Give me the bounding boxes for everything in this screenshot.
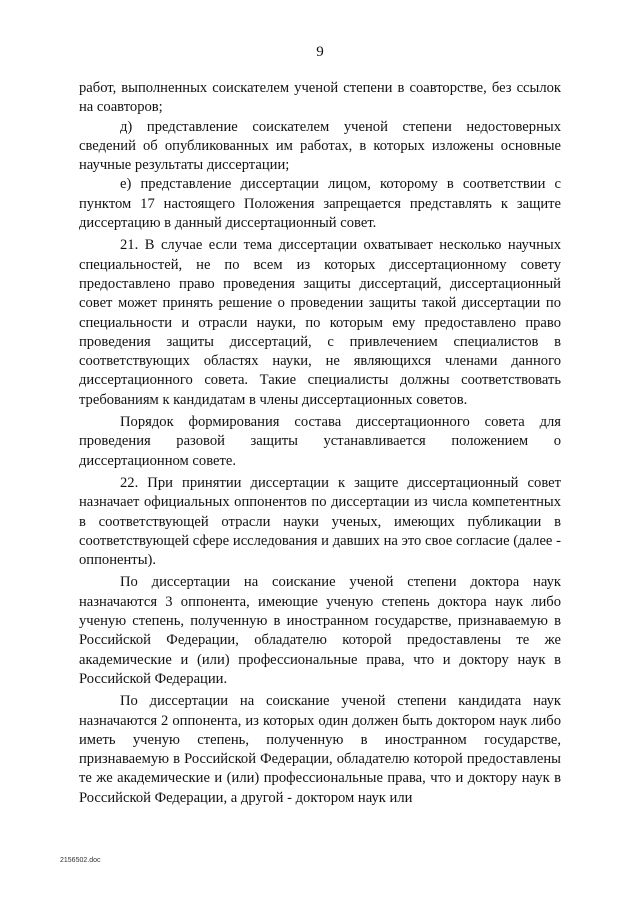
paragraph-candidate-opponents: По диссертации на соискание ученой степени кандидата наук назначаются 2 оппонента, из которых один должен быть доктором наук либо иметь ученую степень, полученную в иностранном государстве, признаваемую в Российской Федерации, обладателю которой предоставлены те же академические и (или) профессиональные права, что и доктору наук в Российской Федерации, а другой - доктором наук или: [79, 693, 561, 806]
file-name-footer: 2156502.doc: [60, 857, 101, 864]
paragraph-clause-22: 22. При принятии диссертации к защите диссертационный совет назначает официальных оппонентов по диссертации из числа компетентных в соответствующей отрасли науки ученых, имеющих публикации в соответствующей сфере исследования и давших на это свое согласие (далее - оппоненты).: [79, 474, 561, 569]
page-number: 9: [316, 44, 324, 60]
document-body: [79, 79, 561, 808]
paragraph-item-d: д) представление соискателем ученой степени недостоверных сведений об опубликованных им работах, в которых изложены основные научные результаты диссертации;: [79, 118, 561, 174]
paragraph-doctor-opponents: По диссертации на соискание ученой степени доктора наук назначаются 3 оппонента, имеющие ученую степень доктора наук либо ученую степень, полученную в иностранном государстве, признаваемую в Российской Федерации, обладателю которой предоставлены те же академические и (или) профессиональные права, что и доктору наук в Российской Федерации.: [79, 574, 561, 687]
paragraph-item-e: е) представление диссертации лицом, которому в соответствии с пунктом 17 настоящего Положения запрещается представлять к защите диссертацию в данный диссертационный совет.: [79, 176, 561, 232]
paragraph-council-formation: Порядок формирования состава диссертационного совета для проведения разовой защиты устанавливается положением о диссертационном совете.: [79, 414, 561, 469]
paragraph-clause-21: 21. В случае если тема диссертации охватывает несколько научных специальностей, не по всем из которых диссертационному совету предоставлено право проведения защиты диссертаций, диссертационный совет может принять решение о проведении защиты такой диссертации по специальности и отрасли науки, по которым ему предоставлено право проведения защиты диссертаций, с привлечением специалистов в соответствующих областях науки, не являющихся членами данного диссертационного совета. Такие специалисты должны соответствовать требованиям к кандидатам в члены диссертационных советов.: [79, 237, 561, 408]
paragraph-continuation: работ, выполненных соискателем ученой степени в соавторстве, без ссылок на соавторов;: [79, 80, 561, 116]
